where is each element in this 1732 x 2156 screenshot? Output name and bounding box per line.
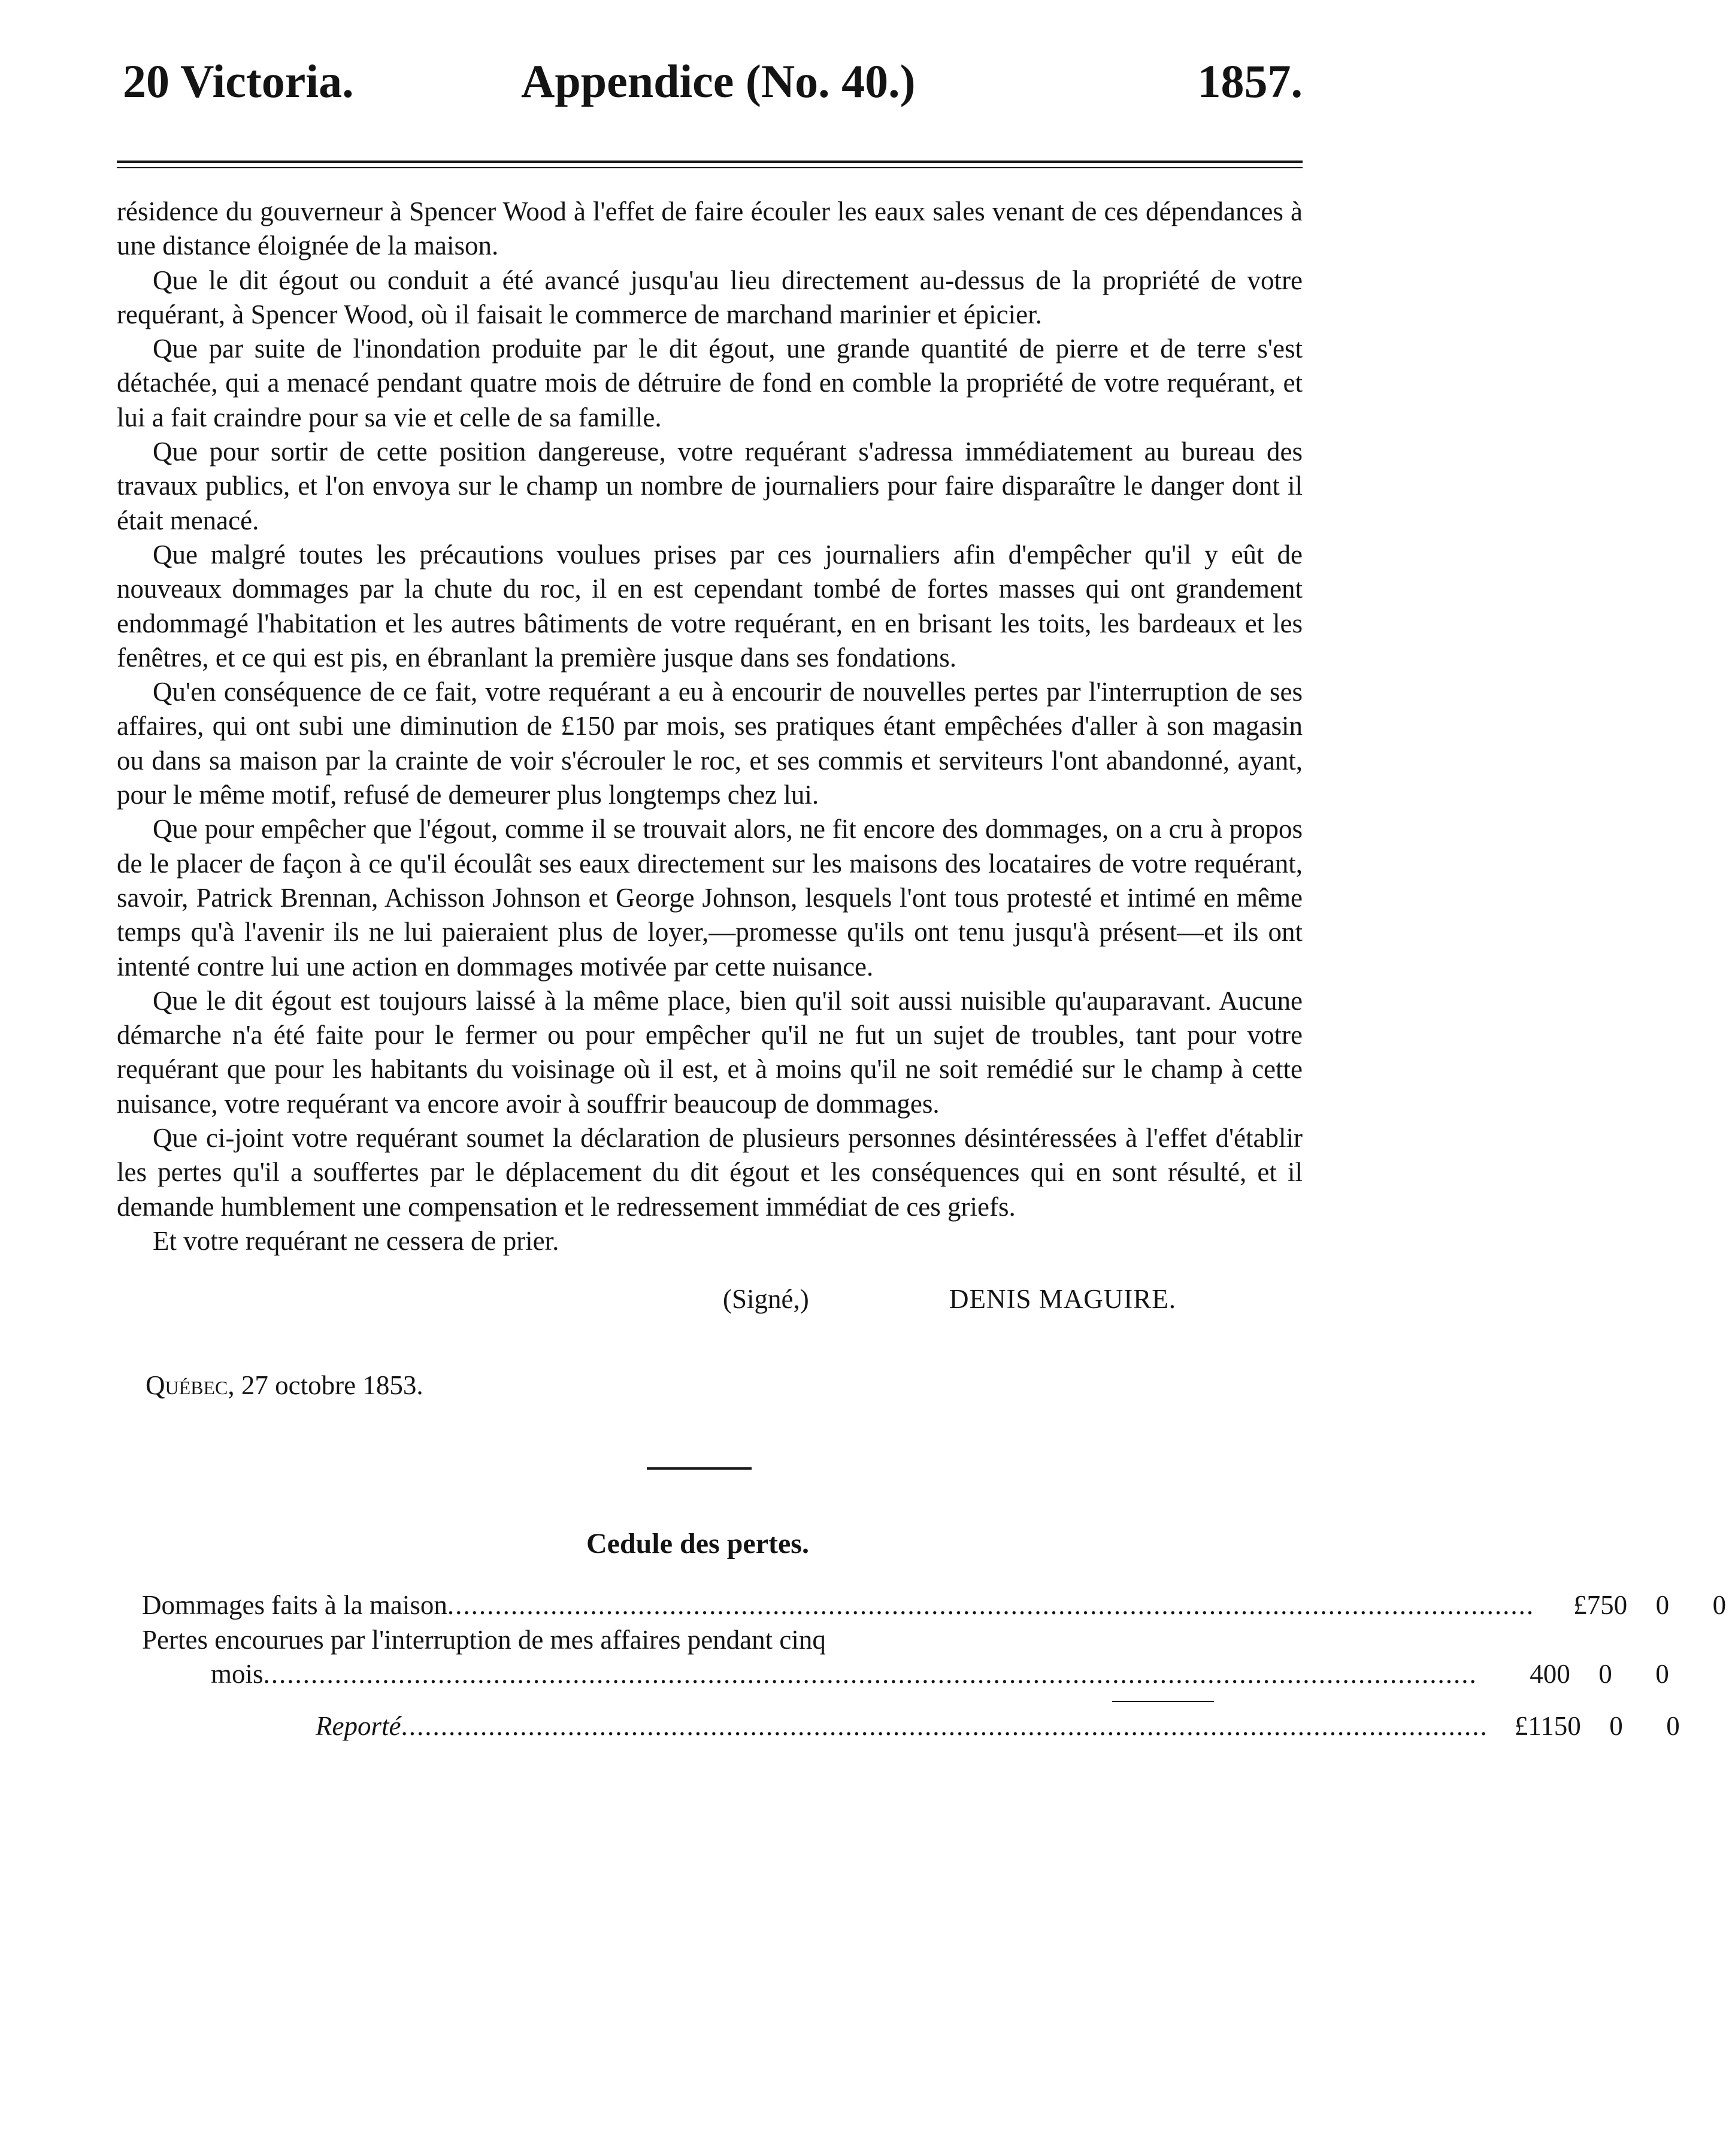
amount-shillings: 0: [1655, 1590, 1670, 1621]
amount-pounds: 400: [1530, 1658, 1570, 1689]
paragraph: Que le dit égout est toujours laissé à la même place, bien qu'il soit aussi nuisible qu'auparavant. Aucune démarche n'a été faite pour le fermer ou pour empêcher qu'il ne fut un sujet de troubles, tant pour votre requérant que pour les habitants du voisinage où il est, et à moins qu'il ne soit remédié sur le champ à cette nuisance, votre requérant va encore avoir à souffrir beaucoup de dommages.: [117, 985, 1303, 1119]
signatory-name: DENIS MAGUIRE.: [949, 1284, 1176, 1315]
loss-schedule-table: [142, 1588, 1727, 1743]
schedule-row-label: Pertes encourues par l'interruption de mes affaires pendant cinq: [142, 1624, 826, 1655]
page-header: [117, 48, 1303, 114]
header-year: 1857.: [1197, 55, 1303, 107]
dot-leader: .........................................................................................................................................: [447, 1590, 1535, 1621]
signature-label: (Signé,): [723, 1284, 809, 1315]
paragraph-continued: résidence du gouverneur à Spencer Wood à l'effet de faire écouler les eaux sales venant de ces dépendances à une distance éloignée de la maison.: [117, 196, 1303, 261]
amount-pounds: £750: [1573, 1590, 1628, 1621]
schedule-row-continuation: [142, 1657, 1669, 1691]
date-text: 27 octobre 1853.: [241, 1370, 423, 1401]
section-divider: [647, 1467, 752, 1470]
total-pounds: £1150: [1514, 1711, 1581, 1742]
schedule-row: [142, 1588, 1727, 1622]
schedule-row: [142, 1623, 1280, 1657]
paragraph: Que pour sortir de cette position dangereuse, votre requérant s'adressa immédiatement au bureau des travaux publics, et l'on envoya sur le champ un nombre de journaliers pour faire disparaître le danger dont il était menacé.: [117, 437, 1303, 535]
dot-leader: .........................................................................................................................................................: [263, 1658, 1477, 1689]
paragraph: Que par suite de l'inondation produite par le dit égout, une grande quantité de pierre et de terre s'est détachée, qui a menacé pendant quatre mois de détruire de fond en comble la propriété de votre requérant, et lui a fait craindre pour sa vie et celle de sa famille.: [117, 334, 1303, 432]
amount-shillings: 0: [1598, 1658, 1612, 1689]
paragraph: Que ci-joint votre requérant soumet la déclaration de plusieurs personnes désintéressées à l'effet d'établir les pertes qu'il a souffertes par le déplacement du dit égout et les conséquences qui en sont résulté, et il demande humblement une compensation et le redressement immédiat de ces griefs.: [117, 1123, 1303, 1222]
petition-body: [117, 195, 1303, 1258]
closing-paragraph: Et votre requérant ne cessera de prier.: [153, 1225, 559, 1256]
total-rule: [1112, 1701, 1214, 1702]
amount-pence: 0: [1655, 1658, 1669, 1689]
page: [117, 48, 1727, 1743]
schedule-row-label-continued: mois: [211, 1658, 264, 1689]
header-double-rule: [117, 161, 1303, 168]
amount-pence: 0: [1712, 1590, 1727, 1621]
paragraph: Que pour empêcher que l'égout, comme il se trouvait alors, ne fit encore des dommages, on a cru à propos de le placer de façon à ce qu'il écoulât ses eaux directement sur les maisons des locataires de votre requérant, savoir, Patrick Brennan, Achisson Johnson et George Johnson, lesquels l'ont tous protesté et intimé en même temps qu'à l'avenir ils ne lui paieraient plus de loyer,—promesse qu'ils ont tenu jusqu'à présent—et ils ont intenté contre lui une action en dommages motivée par cette nuisance.: [117, 814, 1303, 982]
place-date-line: [146, 1368, 1303, 1403]
schedule-total-row: [142, 1709, 1680, 1743]
paragraph: Qu'en conséquence de ce fait, votre requérant a eu à encourir de nouvelles pertes par l'interruption de ses affaires, qui ont subi une diminution de £150 par mois, ses pratiques étant empêchées d'aller à son magasin ou dans sa maison par la crainte de voir s'écrouler le roc, et ses commis et serviteurs l'ont abandonné, ayant, pour le même motif, refusé de demeurer plus longtemps chez lui.: [117, 677, 1303, 810]
total-label: Reporté: [316, 1711, 401, 1742]
paragraph: Que le dit égout ou conduit a été avancé jusqu'au lieu directement au-dessus de la propriété de votre requérant, à Spencer Wood, où il faisait le commerce de marchand marinier et épicier.: [117, 265, 1303, 329]
dot-leader: .........................................................................................................................................: [401, 1711, 1488, 1742]
total-shillings: 0: [1609, 1711, 1623, 1742]
paragraph: Que malgré toutes les précautions voulues prises par ces journaliers afin d'empêcher qu'il y eût de nouveaux dommages par la chute du roc, il en est cependant tombé de fortes masses qui ont grandement endommagé l'habitation et les autres bâtiments de votre requérant, en en brisant les toits, les bardeaux et les fenêtres, et ce qui est pis, en ébranlant la première jusque dans ses fondations.: [117, 539, 1303, 673]
place-name: Québec,: [146, 1370, 235, 1401]
header-appendix: Appendice (No. 40.): [521, 55, 916, 107]
total-pence: 0: [1666, 1711, 1680, 1742]
schedule-title: Cedule des pertes.: [586, 1528, 809, 1560]
schedule-row-label: Dommages faits à la maison: [142, 1590, 447, 1621]
signature-block: [117, 1258, 1303, 1330]
header-session: 20 Victoria.: [123, 55, 354, 107]
